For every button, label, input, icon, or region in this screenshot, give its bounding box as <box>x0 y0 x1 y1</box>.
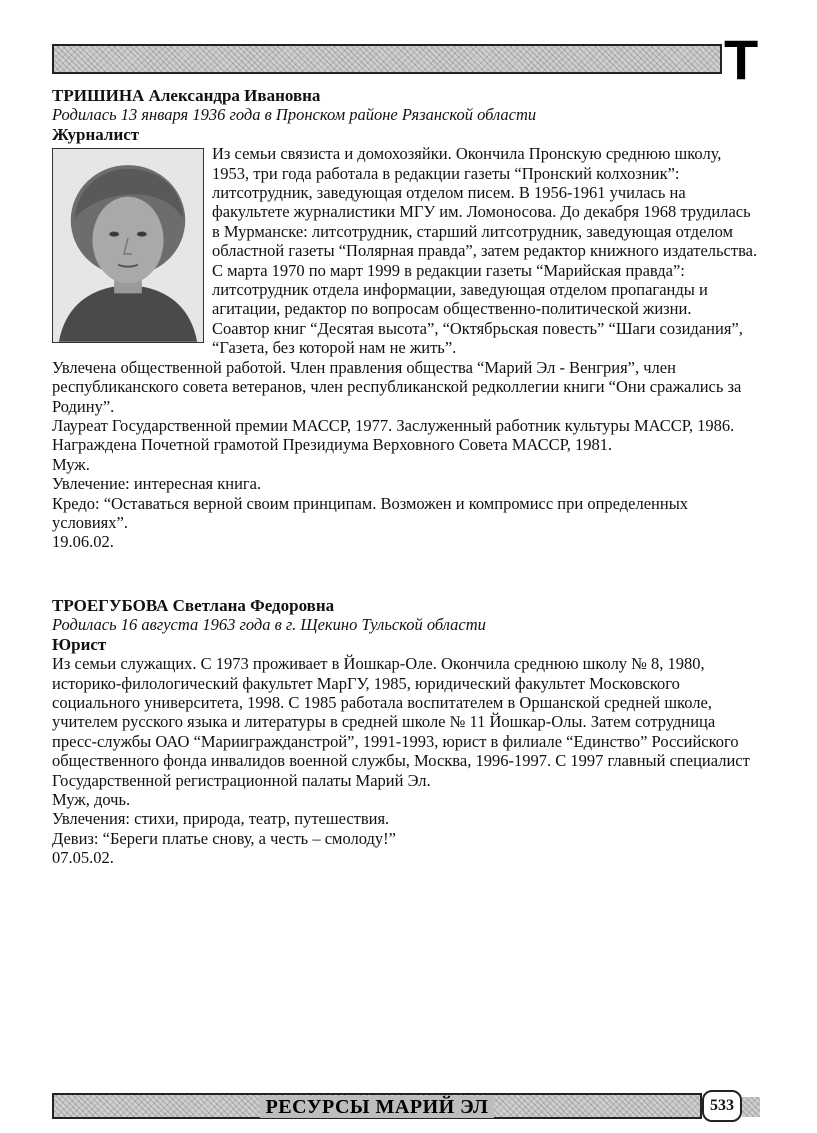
biography-paragraph: Кредо: “Оставаться верной своим принципам. Возможен и компромисс при определенных условиях”. <box>52 493 689 532</box>
biography-paragraph: Увлечена общественной работой. Член правления общества “Марий Эл - Венгрия”, член республиканского совета ветеранов, член республиканской редколлегии книги “Они сражались за Родину”. <box>52 357 742 416</box>
page-number: 533 <box>702 1090 742 1122</box>
section-letter: Т <box>724 28 759 91</box>
biography-paragraph: Муж, дочь. <box>52 790 131 810</box>
person-name: ТРИШИНА Александра Ивановна <box>52 86 321 105</box>
entry-date: 19.06.02. <box>52 532 114 552</box>
biography-paragraph: Из семьи связиста и домохозяйки. Окончила Пронскую среднюю школу, 1953, три года работала в редакции газеты “Пронский колхозник”: литсотрудник, заведующая отделом писем. В 1956-1961 училась на факультете журналистики МГУ им. Ломоносова. До декабря 1968 трудилась в Мурманске: литсотрудник, старший литсотрудник, заведующая отделом областной газеты “Полярная правда”, затем редактор книжного издательства. С марта 1970 по март 1999 в редакции газеты “Марийская правда”: литсотрудник отдела информации, заведующая отделом пропаганды и агитации, редактор по вопросам общественно-политической жизни. <box>212 144 758 319</box>
biography-paragraph: Увлечение: интересная книга. <box>52 474 262 494</box>
header-decorative-band <box>52 44 722 74</box>
biography-paragraph: Из семьи служащих. С 1973 проживает в Йошкар-Оле. Окончила среднюю школу № 8, 1980, историко-филологический факультет МарГУ, 1985, юридический факультет Московского социального университета, 1998. С 1985 работала воспитателем в Оршанской средней школе, учителем русского языка и литературы в средней школе № 11 Йошкар-Олы. Затем сотрудница пресс-службы ОАО “Мариигражданстрой”, 1991-1993, юрист в филиале “Единство” Российского общественного фонда инвалидов военной службы, Москва, 1996-1997. С 1997 главный специалист Государственной регистрационной палаты Марий Эл. <box>52 654 750 790</box>
profession: Журналист <box>52 124 140 144</box>
biography-paragraph: Увлечения: стихи, природа, театр, путешествия. <box>52 809 390 829</box>
footer-decorative-band <box>52 1093 702 1119</box>
profession: Юрист <box>52 634 107 654</box>
biography-paragraph: Муж. <box>52 454 90 474</box>
biography-entry <box>52 596 762 868</box>
biography-entry <box>52 86 762 552</box>
entry-date: 07.05.02. <box>52 848 114 868</box>
biography-paragraph: Девиз: “Береги платье снову, а честь – смолоду!” <box>52 828 396 848</box>
birth-info: Родилась 16 августа 1963 года в г. Щекино Тульской области <box>52 615 486 635</box>
person-name: ТРОЕГУБОВА Светлана Федоровна <box>52 596 335 615</box>
portrait-image <box>53 149 203 342</box>
portrait-photo <box>52 148 204 343</box>
biography-paragraph: Соавтор книг “Десятая высота”, “Октябрьская повесть” “Шаги созидания”, “Газета, без которой нам не жить”. <box>212 318 743 358</box>
footer-title: РЕСУРСЫ МАРИЙ ЭЛ <box>260 1096 495 1118</box>
biography-paragraph: Лауреат Государственной премии МАССР, 1977. Заслуженный работник культуры МАССР, 1986. Награждена Почетной грамотой Президиума Верховного Совета МАССР, 1981. <box>52 415 735 455</box>
footer-decorative-tail <box>742 1097 760 1117</box>
birth-info: Родилась 13 января 1936 года в Пронском районе Рязанской области <box>52 105 537 125</box>
